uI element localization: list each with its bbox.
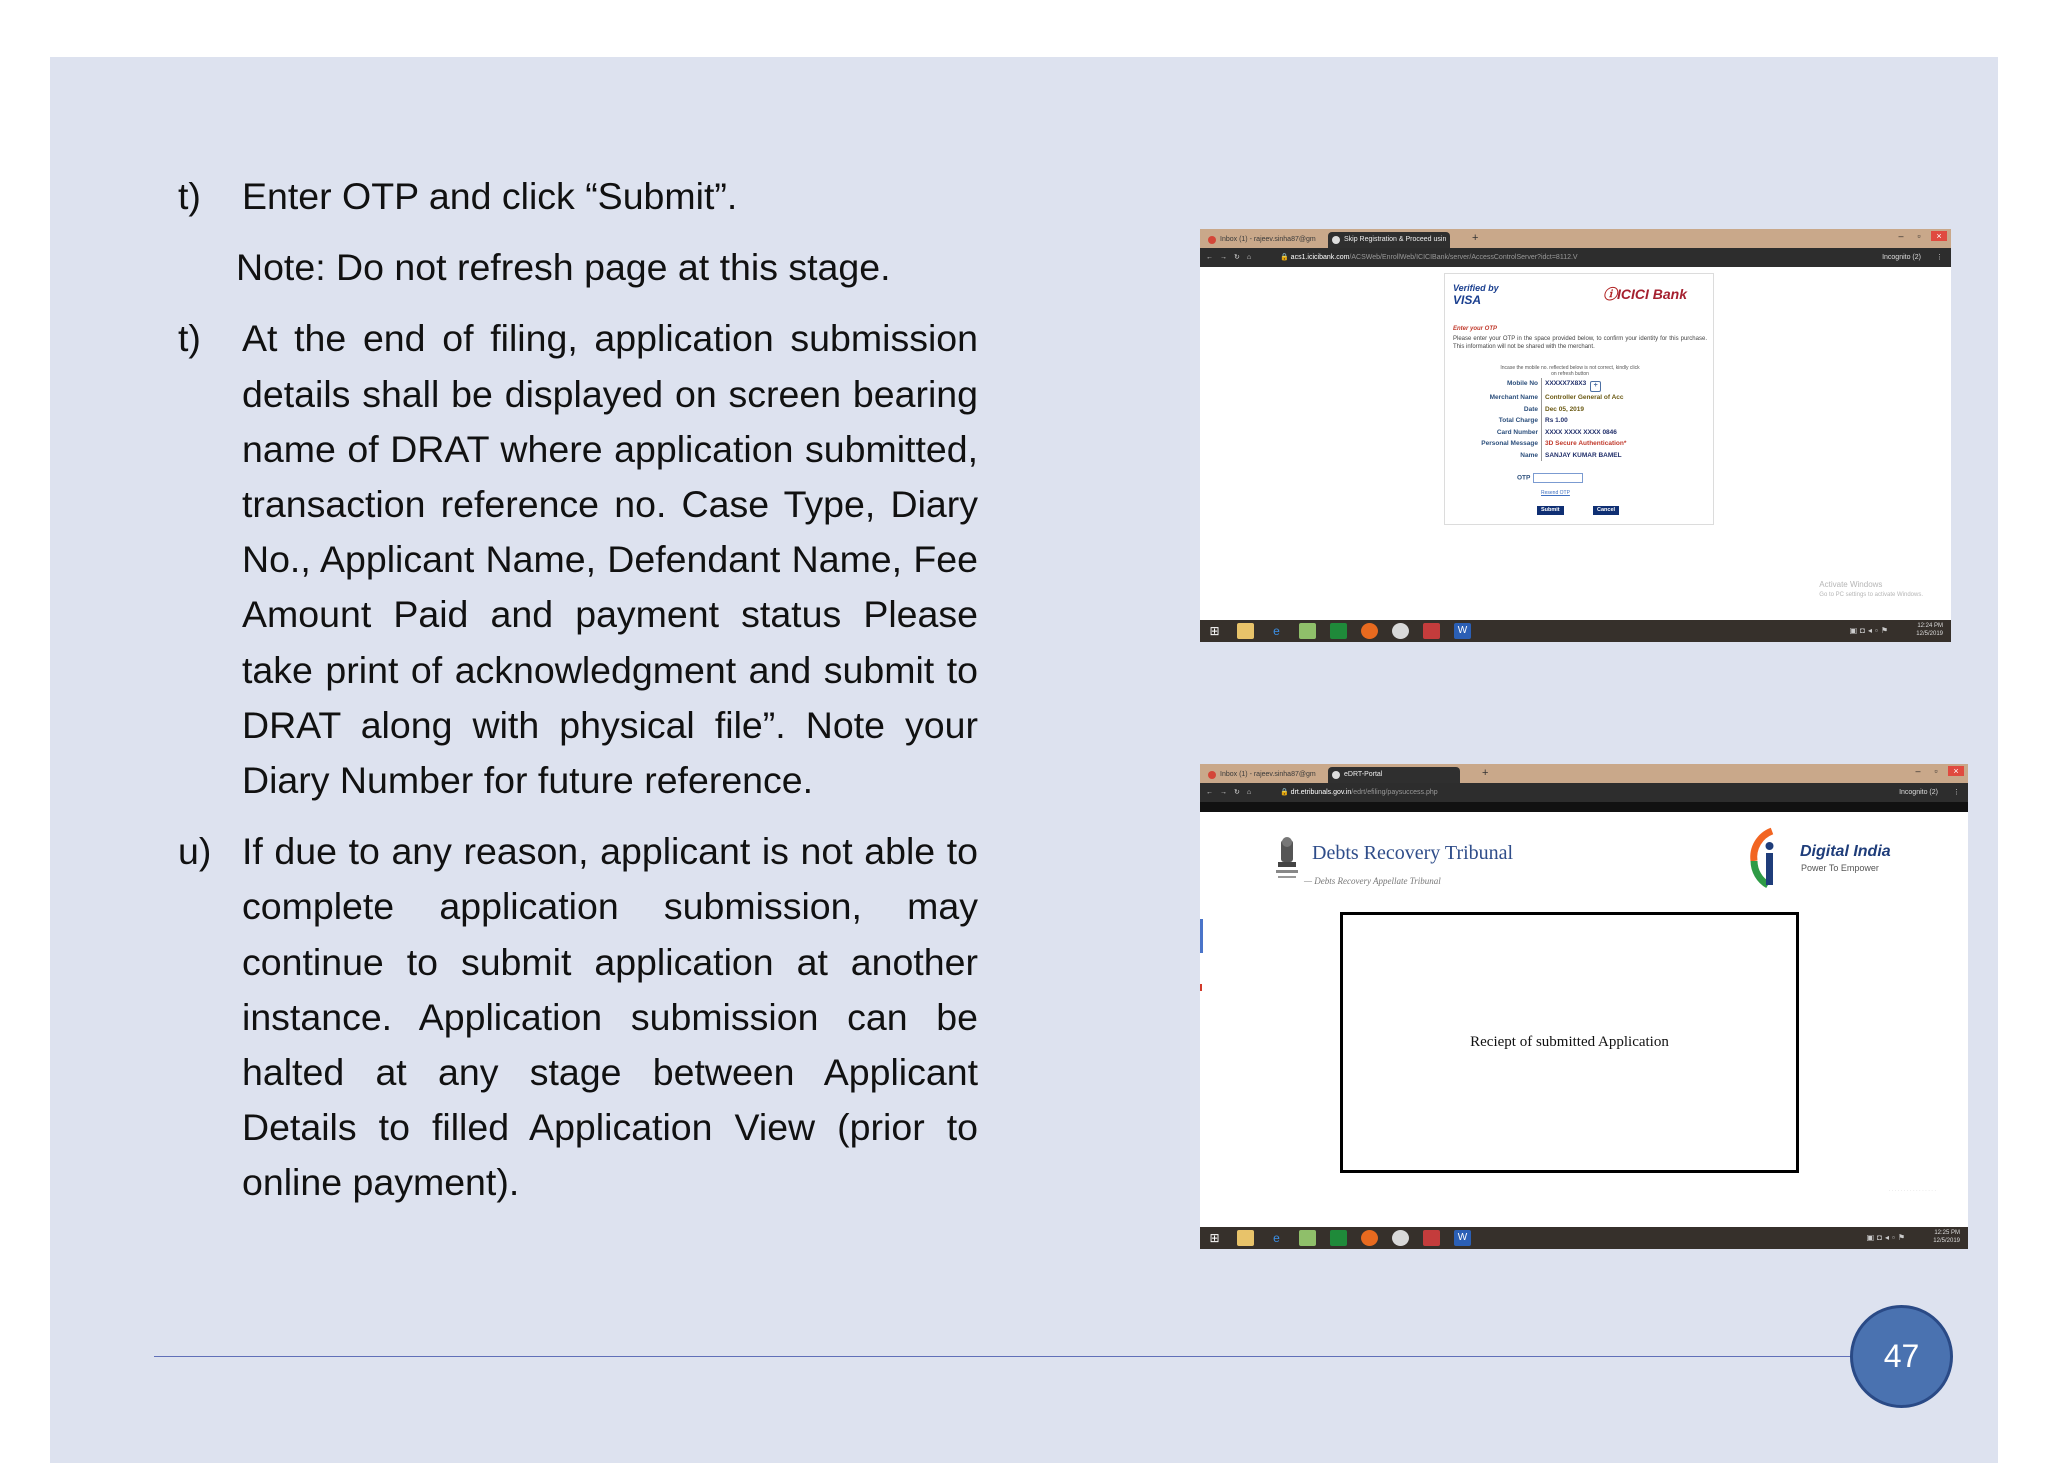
firefox-icon[interactable] xyxy=(1361,623,1378,639)
digital-india-title: Digital India xyxy=(1800,843,1891,860)
window-controls xyxy=(1895,231,1947,241)
browser-tab-inbox[interactable] xyxy=(1204,232,1326,248)
internet-explorer-icon[interactable]: e xyxy=(1273,624,1280,638)
slide xyxy=(50,57,1998,1463)
step-t1 xyxy=(178,169,978,224)
address-bar[interactable]: 🔒 drt.etribunals.gov.in/edrt/efiling/paysuccess.php xyxy=(1280,789,1438,796)
detail-row xyxy=(1445,427,1626,439)
tab-label: eDRT-Portal xyxy=(1344,771,1383,778)
detail-label: Total Charge xyxy=(1445,415,1542,427)
notepad-icon[interactable] xyxy=(1299,1230,1316,1246)
visa-line1: Verified by xyxy=(1453,283,1499,293)
browser-tab-icici[interactable] xyxy=(1328,232,1450,248)
browser-tabbar xyxy=(1200,764,1968,783)
otp-label: OTP xyxy=(1517,474,1531,482)
acrobat-icon[interactable] xyxy=(1423,623,1440,639)
windows-taskbar xyxy=(1200,620,1951,642)
taskbar-icons xyxy=(1206,1230,1471,1246)
transaction-details xyxy=(1445,378,1626,461)
new-tab-icon[interactable]: + xyxy=(1482,767,1489,779)
watermark-line2: Go to PC settings to activate Windows. xyxy=(1819,592,1923,598)
receipt-text: Reciept of submitted Application xyxy=(1470,1034,1669,1050)
taskbar-icons xyxy=(1206,623,1471,639)
receipt-box xyxy=(1340,912,1799,1173)
bank-name: ICICI Bank xyxy=(1617,286,1688,302)
globe-icon xyxy=(1332,771,1340,779)
detail-row xyxy=(1445,392,1626,404)
windows-taskbar xyxy=(1200,1227,1968,1249)
maximize-icon[interactable]: ▫ xyxy=(1917,231,1921,241)
word-icon[interactable]: W xyxy=(1454,1230,1471,1246)
clock-time: 12:24 PM xyxy=(1917,623,1943,629)
page-header-strip xyxy=(1200,802,1968,812)
new-tab-icon[interactable]: + xyxy=(1472,232,1479,244)
detail-label: Name xyxy=(1445,450,1542,462)
footer-rule xyxy=(154,1356,1854,1357)
close-icon[interactable]: × xyxy=(1931,231,1947,241)
url-domain: acs1.icicibank.com xyxy=(1290,254,1350,261)
otp-input[interactable] xyxy=(1533,473,1583,483)
detail-row xyxy=(1445,404,1626,416)
windows-start-icon[interactable]: ⊞ xyxy=(1209,624,1220,638)
tab-label: Inbox (1) - rajeev.sinha87@gm xyxy=(1220,771,1316,778)
nav-buttons-icon[interactable]: ←→↻⌂ xyxy=(1206,789,1259,796)
tray-icons: ▣◘◂▫⚑ xyxy=(1866,1233,1908,1242)
watermark-line1: Activate Windows xyxy=(1819,580,1883,589)
internet-explorer-icon[interactable]: e xyxy=(1273,1231,1280,1245)
chrome-icon[interactable] xyxy=(1392,1230,1409,1246)
word-icon[interactable]: W xyxy=(1454,623,1471,639)
menu-icon[interactable]: ⋮ xyxy=(1953,789,1960,796)
file-explorer-icon[interactable] xyxy=(1237,1230,1254,1246)
detail-label: Personal Message xyxy=(1445,438,1542,450)
mobile-value: XXXXX7X8X3 xyxy=(1545,380,1587,387)
tray-icons: ▣◘◂▫⚑ xyxy=(1849,626,1891,635)
chrome-icon[interactable] xyxy=(1392,623,1409,639)
org-subtitle: — Debts Recovery Appellate Tribunal xyxy=(1304,876,1441,886)
step-marker: u) xyxy=(178,830,212,873)
verified-by-visa-logo xyxy=(1453,282,1499,306)
icici-otp-screenshot xyxy=(1200,229,1951,642)
detail-row xyxy=(1445,438,1626,450)
system-tray xyxy=(1866,1229,1960,1245)
minimize-icon[interactable]: – xyxy=(1915,766,1921,776)
detail-value: XXXX XXXX XXXX 0846 xyxy=(1545,428,1617,436)
browser-urlbar xyxy=(1200,248,1951,267)
detail-label: Date xyxy=(1445,404,1542,416)
browser-tab-edrt[interactable] xyxy=(1328,767,1460,783)
sidebar-edge-marker xyxy=(1200,919,1203,953)
url-domain: drt.etribunals.gov.in xyxy=(1290,789,1352,796)
digital-india-tagline: Power To Empower xyxy=(1801,863,1879,873)
close-icon[interactable]: × xyxy=(1948,766,1964,776)
instruction-text xyxy=(178,169,978,1227)
step-marker: t) xyxy=(178,317,201,360)
gmail-icon xyxy=(1208,236,1216,244)
url-path: /edrt/efiling/paysuccess.php xyxy=(1351,789,1438,796)
detail-value xyxy=(1542,378,1601,392)
detail-value: SANJAY KUMAR BAMEL xyxy=(1545,451,1622,459)
step-t2 xyxy=(178,311,978,808)
address-bar[interactable]: 🔒 acs1.icicibank.com/ACSWeb/EnrollWeb/ICICIBank/server/AccessControlServer?idct=8112.V xyxy=(1280,254,1578,261)
acrobat-icon[interactable] xyxy=(1423,1230,1440,1246)
clock-date: 12/5/2019 xyxy=(1916,631,1943,637)
otp-note: Incase the mobile no. reflected below is not correct, kindly click on refresh button xyxy=(1500,365,1640,377)
nav-buttons-icon[interactable]: ←→↻⌂ xyxy=(1206,254,1259,261)
detail-row xyxy=(1445,415,1626,427)
ashoka-emblem-icon xyxy=(1272,836,1302,888)
detail-value: Controller General of Acc xyxy=(1545,394,1624,401)
store-icon[interactable] xyxy=(1330,1230,1347,1246)
step-text: If due to any reason, applicant is not able to complete application submission, may continue to submit application at another instance. Application submission can be halted at any stage between Applicant Details to filled Application View (prior to online payment). xyxy=(242,830,978,1204)
page-number: 47 xyxy=(1883,1338,1920,1374)
store-icon[interactable] xyxy=(1330,623,1347,639)
maximize-icon[interactable]: ▫ xyxy=(1934,766,1938,776)
notepad-icon[interactable] xyxy=(1299,623,1316,639)
detail-label: Merchant Name xyxy=(1445,392,1542,404)
browser-tabbar xyxy=(1200,229,1951,248)
step-text: Enter OTP and click “Submit”. xyxy=(242,175,738,217)
otp-description: Please enter your OTP in the space provided below, to confirm your identity for this purchase. This information will not be shared with the merchant. xyxy=(1453,336,1707,350)
activate-windows-watermark xyxy=(1819,579,1923,601)
otp-input-row xyxy=(1517,473,1583,483)
submit-button[interactable]: Submit xyxy=(1537,506,1564,515)
detail-row xyxy=(1445,378,1626,392)
windows-start-icon[interactable]: ⊞ xyxy=(1209,1231,1220,1245)
faint-watermark: · · · · · · · · · · · · · · · · xyxy=(1888,1188,1936,1194)
step-text: At the end of filing, application submission details shall be displayed on screen bearing name of DRAT where application submitted, transaction reference no. Case Type, Diary No., Applicant Name, Defendant Name, Fee Amount Paid and payment status Please take print of acknowledgment and submit to DRAT along with physical file”. Note your Diary Number for future reference. xyxy=(242,317,978,802)
otp-heading: Enter your OTP xyxy=(1453,326,1498,332)
tab-label: Inbox (1) - rajeev.sinha87@gm xyxy=(1220,236,1316,243)
incognito-label: Incognito (2) xyxy=(1882,254,1921,261)
sidebar-edge-marker xyxy=(1200,984,1202,991)
window-controls xyxy=(1912,766,1964,776)
detail-label: Card Number xyxy=(1445,427,1542,439)
step-u xyxy=(178,824,978,1210)
cancel-button[interactable]: Cancel xyxy=(1593,506,1619,515)
step-marker: t) xyxy=(178,175,201,217)
minimize-icon[interactable]: – xyxy=(1898,231,1904,241)
resend-otp-link[interactable]: Resend OTP xyxy=(1541,490,1570,496)
detail-value: Rs 1.00 xyxy=(1545,417,1568,424)
detail-row xyxy=(1445,450,1626,462)
otp-panel xyxy=(1444,273,1714,525)
url-path: /ACSWeb/EnrollWeb/ICICIBank/server/AccessControlServer?idct=8112.V xyxy=(1349,254,1578,261)
detail-label: Mobile No xyxy=(1445,378,1542,392)
clock-time: 12:25 PM xyxy=(1934,1230,1960,1236)
clock-date: 12/5/2019 xyxy=(1933,1238,1960,1244)
firefox-icon[interactable] xyxy=(1361,1230,1378,1246)
file-explorer-icon[interactable] xyxy=(1237,623,1254,639)
page-number-badge xyxy=(1850,1305,1953,1408)
digital-india-logo-icon xyxy=(1748,827,1796,891)
icici-logo xyxy=(1603,284,1687,304)
icici-icon: ⓘ xyxy=(1603,286,1617,302)
gmail-icon xyxy=(1208,771,1216,779)
org-title: Debts Recovery Tribunal xyxy=(1312,842,1514,864)
drt-receipt-screenshot xyxy=(1200,764,1968,1249)
incognito-label: Incognito (2) xyxy=(1899,789,1938,796)
visa-line2: VISA xyxy=(1453,293,1482,307)
step-note: Note: Do not refresh page at this stage. xyxy=(236,246,891,289)
detail-value: Dec 05, 2019 xyxy=(1545,405,1585,413)
menu-icon[interactable]: ⋮ xyxy=(1936,254,1943,261)
globe-icon xyxy=(1332,236,1340,244)
system-tray xyxy=(1849,622,1943,638)
tab-label: Skip Registration & Proceed usin xyxy=(1344,236,1447,243)
refresh-icon[interactable]: + xyxy=(1590,381,1601,392)
browser-tab-inbox[interactable] xyxy=(1204,767,1326,783)
detail-value: 3D Secure Authentication* xyxy=(1545,440,1627,447)
browser-urlbar xyxy=(1200,783,1968,802)
